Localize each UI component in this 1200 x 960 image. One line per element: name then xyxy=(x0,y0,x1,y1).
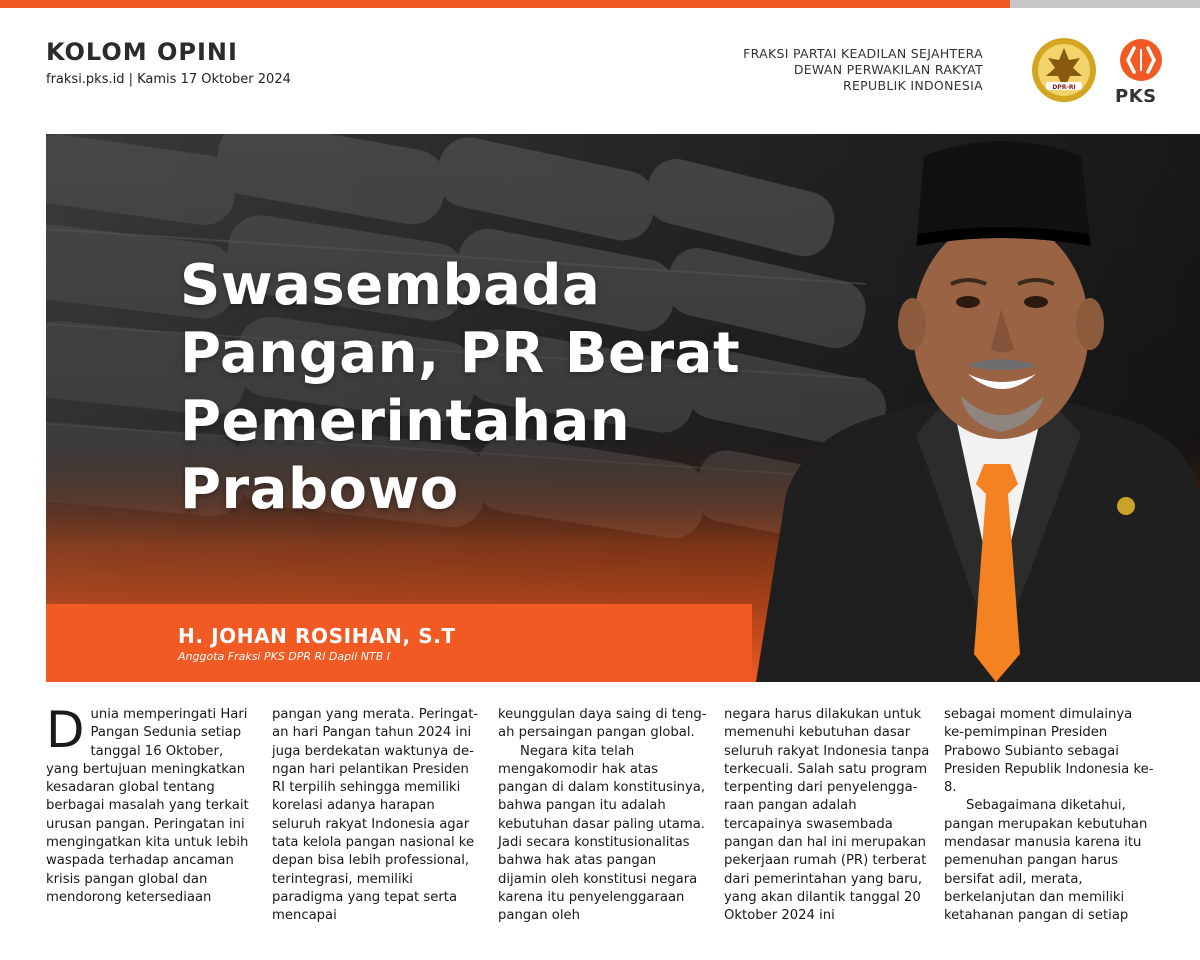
author-role: Anggota Fraksi PKS DPR RI Dapil NTB I xyxy=(178,650,390,663)
headline-line: Prabowo xyxy=(180,457,459,522)
organization-name xyxy=(743,46,983,94)
section-label: KOLOM OPINI xyxy=(46,38,238,66)
paragraph: unia memperingati Hari Pangan Sedunia setiap tanggal 16 Oktober, yang bertujuan meningkatkan kesadaran global tentang berbagai masalah yang terkait urusan pangan. Peringatan ini mengingatkan kita untuk lebih waspada terhadap ancaman krisis pangan global dan mendorong ketersediaan xyxy=(46,707,249,905)
paragraph: sebagai moment dimulainya ke-pemimpinan Presiden Prabowo Subianto sebagai Presiden Republik Indonesia ke-8. xyxy=(944,707,1154,796)
article-column-2 xyxy=(272,706,482,926)
org-line: REPUBLIK INDONESIA xyxy=(843,78,983,93)
article-column-5 xyxy=(944,706,1154,926)
org-line: FRAKSI PARTAI KEADILAN SEJAHTERA xyxy=(743,46,983,61)
dateline: fraksi.pks.id | Kamis 17 Oktober 2024 xyxy=(46,72,291,87)
paragraph: Sebagaimana diketahui, pangan merupakan kebutuhan mendasar manusia karena itu pemenuhan pangan harus bersifat adil, merata, berkelanjutan dan memiliki ketahanan pangan di setiap xyxy=(944,798,1148,924)
org-line: DEWAN PERWAKILAN RAKYAT xyxy=(793,62,983,77)
top-grey-bar xyxy=(1010,0,1200,8)
paragraph: keunggulan daya saing di teng-ah persaingan pangan global. xyxy=(498,707,707,741)
headline-line: Pangan, PR Berat xyxy=(180,321,741,386)
paragraph: negara harus dilakukan untuk memenuhi kebutuhan dasar seluruh rakyat Indonesia tanpa terkecuali. Salah satu program terpenting dari penyelengga-raan pangan adalah tercapainya swasembada pangan dan hal ini merupakan pekerjaan rumah (PR) terberat dari pemerintahan yang baru, yang akan dilantik tanggal 20 Oktober 2024 ini xyxy=(724,707,930,924)
headline-line: Swasembada xyxy=(180,253,601,318)
author-portrait xyxy=(746,134,1200,682)
article-body xyxy=(46,701,1156,924)
article-column-1 xyxy=(46,701,256,907)
dpr-emblem-icon xyxy=(1030,36,1098,104)
author-name: H. JOHAN ROSIHAN, S.T xyxy=(178,624,456,648)
article-column-4 xyxy=(724,706,934,926)
dpr-logo-text: DPR-RI xyxy=(1052,84,1076,91)
paragraph: pangan yang merata. Peringat-an hari Pangan tahun 2024 ini juga berdekatan waktunya de-ngan hari pelantikan Presiden RI terpilih sehingga memiliki korelasi adanya harapan seluruh rakyat Indonesia agar tata kelola pangan nasional ke depan bisa lebih professional, terintegrasi, memiliki paradigma yang tepat serta mencapai xyxy=(272,707,479,924)
headline-line: Pemerintahan xyxy=(180,389,631,454)
article-column-3 xyxy=(498,706,708,926)
masthead xyxy=(0,8,1200,133)
drop-cap: D xyxy=(46,701,85,759)
headline xyxy=(180,252,800,524)
pks-logo-label: PKS xyxy=(1115,86,1157,107)
hero-banner xyxy=(46,134,1200,682)
paragraph: Negara kita telah mengakomodir hak atas pangan di dalam konstitusinya, bahwa pangan itu adalah kebutuhan dasar paling utama. Jadi secara konstitusionalitas bahwa hak atas pangan dijamin oleh konstitusi negara karena itu penyelenggaraan pangan oleh xyxy=(498,743,706,924)
